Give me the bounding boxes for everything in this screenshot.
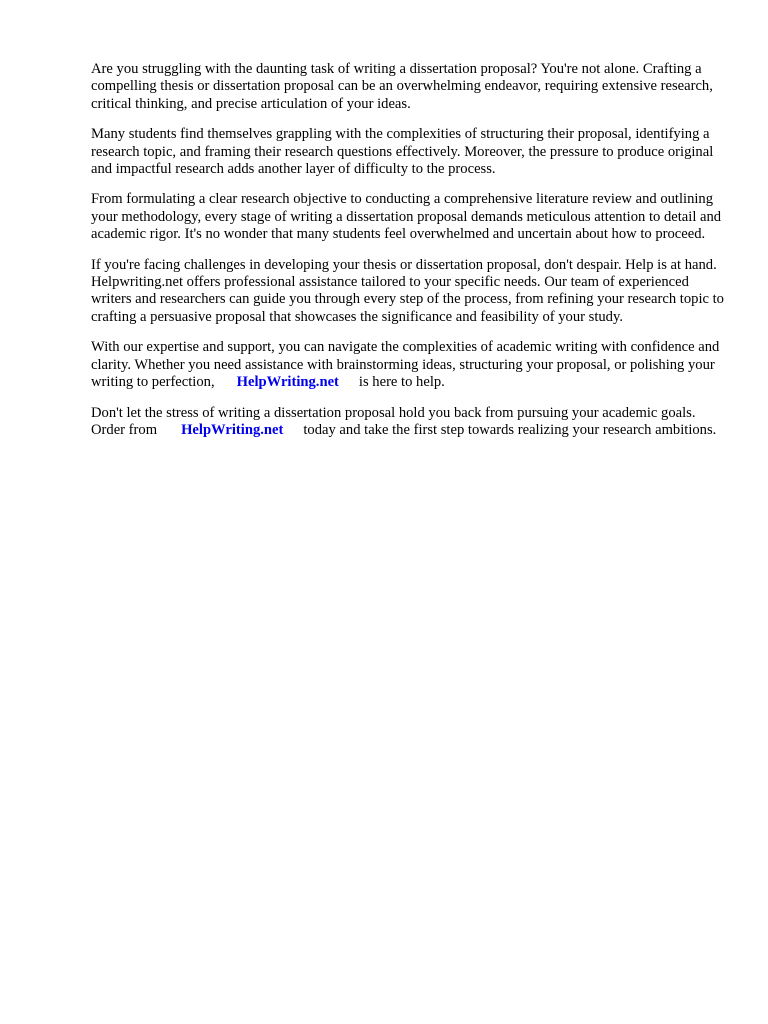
helpwriting-order-link[interactable]: HelpWriting.net: [181, 421, 284, 438]
helpwriting-link[interactable]: HelpWriting.net: [236, 374, 339, 391]
paragraph-stages: From formulating a clear research objective to conducting a comprehensive literature review and outlining your methodology, every stage of writing a dissertation proposal demands meticulous attention to detail and academic rigor. It's no wonder that many students feel overwhelmed and uncertain about how to proceed.: [91, 191, 722, 243]
paragraph-expertise-tail: is here to help.: [358, 374, 445, 391]
paragraph-cta-text: Don't let the stress of writing a dissertation proposal hold you back from pursuing your academic goals. Order from: [91, 404, 696, 438]
paragraph-expertise-text: With our expertise and support, you can navigate the complexities of academic writing with confidence and clarity. Whether you need assistance with brainstorming ideas, structuring your proposal, or polishing your writing to perfection,: [91, 339, 720, 391]
paragraph-help-offer: If you're facing challenges in developing your thesis or dissertation proposal, don't despair. Help is at hand. Helpwriting.net offers professional assistance tailored to your specific needs. Our team of experienced writers and researchers can guide you through every step of the process, from refining your research topic to crafting a persuasive proposal that showcases the significance and feasibility of your study.: [91, 256, 724, 325]
paragraph-call-to-action: [91, 405, 731, 440]
paragraph-expertise: [91, 339, 731, 391]
paragraph-cta-tail: today and take the first step towards realizing your research ambitions.: [303, 421, 717, 438]
paragraph-intro: Are you struggling with the daunting task of writing a dissertation proposal? You're not alone. Crafting a compelling thesis or dissertation proposal can be an overwhelming endeavor, requiring extensive research, critical thinking, and precise articulation of your ideas.: [91, 61, 713, 112]
document-page: [91, 61, 731, 452]
paragraph-challenges: Many students find themselves grappling with the complexities of structuring their proposal, identifying a research topic, and framing their research questions effectively. Moreover, the pressure to produce original and impactful research adds another layer of difficulty to the process.: [91, 126, 714, 178]
